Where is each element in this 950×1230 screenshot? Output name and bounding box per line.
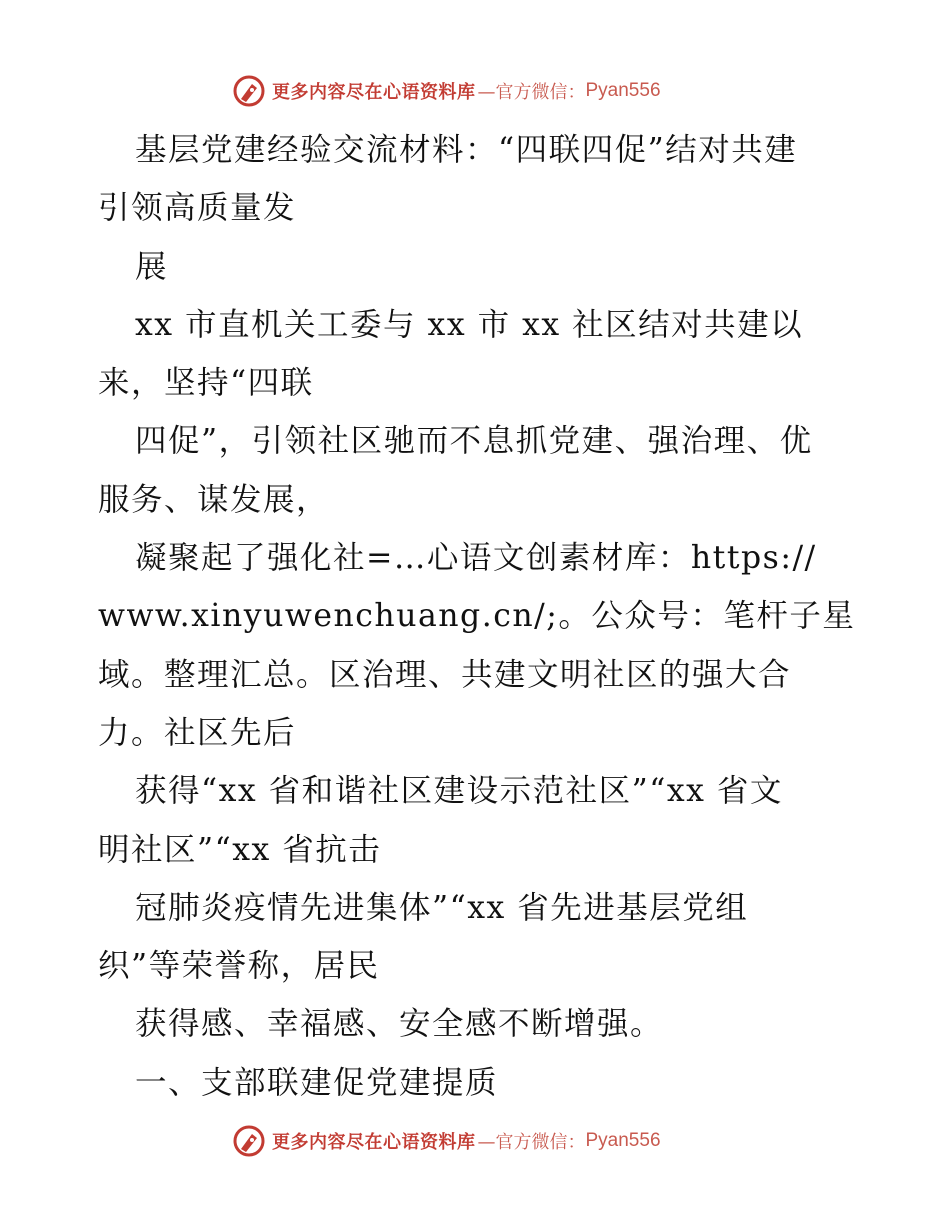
paragraph-line: 明社区”“xx 省抗击 — [98, 831, 382, 868]
document-title-line-3: 展 — [135, 248, 169, 285]
paragraph-line: 冠肺炎疫情先进集体”“xx 省先进基层党组 — [135, 889, 749, 926]
banner-brand-text: 更多内容尽在心语资料库 — [272, 1132, 476, 1153]
document-title-line-1: 基层党建经验交流材料：“四联四促”结对共建 — [135, 132, 798, 168]
section-heading: 一、支部联建促党建提质 — [135, 1064, 499, 1101]
banner-brand-text: 更多内容尽在心语资料库 — [272, 82, 476, 103]
paragraph-line: 获得“xx 省和谐社区建设示范社区”“xx 省文 — [135, 773, 783, 810]
banner-wechat-label: —官方微信： — [477, 1132, 586, 1153]
paragraph-line: xx 市直机关工委与 xx 市 xx 社区结对共建以 — [135, 306, 804, 343]
paragraph-line: 力。社区先后 — [98, 714, 297, 751]
header-banner — [232, 73, 661, 109]
paragraph-line: 服务、谋发展， — [98, 481, 330, 518]
paragraph-line: 获得感、幸福感、安全感不断增强。 — [135, 1006, 664, 1043]
document-title-line-2: 引领高质量发 — [98, 190, 297, 227]
banner-wechat-id: Pyan556 — [585, 1130, 661, 1151]
footer-banner — [232, 1123, 661, 1159]
paragraph-line: 域。整理汇总。区治理、共建文明社区的强大合 — [98, 656, 792, 693]
paragraph-line: 凝聚起了强化社=…心语文创素材库：https:// — [135, 540, 817, 577]
paragraph-line: 四促”，引领社区驰而不息抓党建、强治理、优 — [135, 423, 813, 460]
paragraph-line: 织”等荣誉称，居民 — [98, 948, 380, 985]
banner-wechat-id: Pyan556 — [585, 80, 661, 101]
paragraph-line: 来，坚持“四联 — [98, 365, 314, 402]
paragraph-line: www.xinyuwenchuang.cn/;。公众号：笔杆子星 — [98, 598, 856, 635]
banner-wechat-label: —官方微信： — [477, 82, 586, 103]
document-body — [98, 121, 898, 1112]
pen-nib-logo-icon — [232, 74, 266, 108]
pen-nib-logo-icon — [232, 1124, 266, 1158]
